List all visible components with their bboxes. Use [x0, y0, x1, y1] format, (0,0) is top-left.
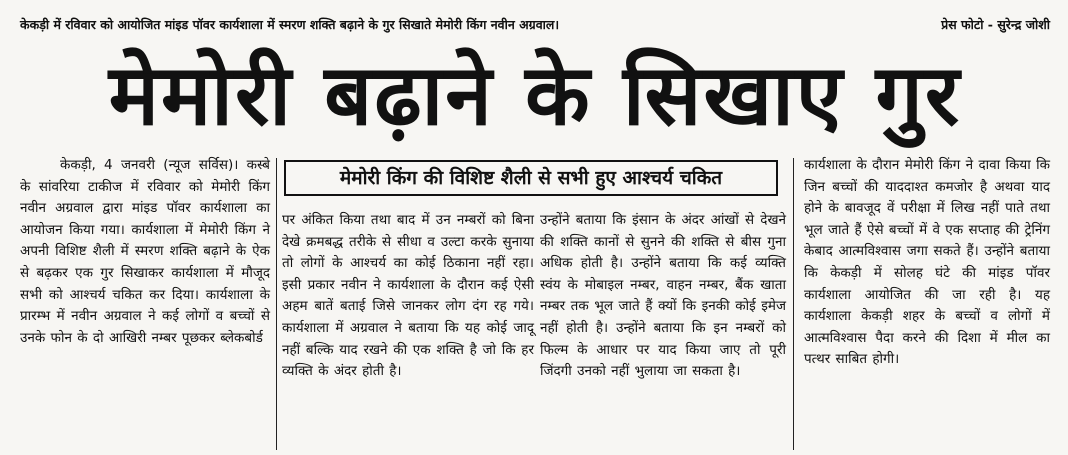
article-column-4	[804, 155, 1050, 371]
column-2-text: पर अंकित किया तथा बाद में उन नम्बरों को बिना देखे क्रमबद्ध तरीके से सीधा व उल्टा करके सुनाया तो लोगों के आश्चर्य का कोई ठिकाना नहीं रहा। इसी प्रकार नवीन ने कार्यशाला के दौरान कई ऐसी अहम बातें बताई जिसे जानकर लोग दंग रह गये। कार्यशाला में अग्रवाल ने बताया कि यह कोई जादू नहीं बल्कि याद रखने की एक शक्ति है जो कि हर व्यक्ति के अंदर होती है।	[282, 212, 534, 380]
column-4-text: कार्यशाला के दौरान मेमोरी किंग ने दावा किया कि जिन बच्चों की याददाश्त कमजोर है अथवा याद होने के बावजूद वें परीक्षा में लिख नहीं पाते तथा भूल जाते हैं ऐसे बच्चों में वे एक सप्ताह की ट्रेनिंग केबाद आत्मविश्वास जगा सकते हैं। उन्होंने बताया कि केकड़ी में सोलह घंटे की मांइड पॉवर कार्यशाला आयोजित की जा रही है। यह कार्यशाला केकड़ी शहर के बच्चों व लोगों में आत्मविश्वास पैदा करने की दिशा में मील का पत्थर साबित होगी।	[804, 157, 1050, 368]
article-column-1	[20, 155, 270, 349]
headline: मेमोरी बढ़ाने के सिखाए गुर	[108, 46, 962, 144]
column-divider	[793, 158, 794, 450]
subheadline-box	[284, 160, 778, 196]
column-divider	[276, 158, 277, 450]
subheadline: मेमोरी किंग की विशिष्ट शैली से सभी हुए आश्चर्य चकित	[339, 167, 723, 189]
photo-caption: केकड़ी में रविवार को आयोजित मांइड पॉवर कार्यशाला में स्मरण शक्ति बढ़ाने के गुर सिखाते मेमोरी किंग नवीन अग्रवाल।	[20, 17, 560, 32]
column-3-text: उन्होंने बताया कि इंसान के अंदर आंखों से देखने की शक्ति कानों से सुनने की शक्ति से बीस गुना अधिक होती है। उन्होंने बताया कि कई व्यक्ति स्वंय के मोबाइल नम्बर, वाहन नम्बर, बैंक खाता नम्बर तक भूल जाते हैं क्यों कि इनकी कोई इमेज नहीं होती है। उन्होंने बताया कि इन नम्बरों को फिल्म के आधार पर याद किया जाए तो पूरी जिंदगी उनको नहीं भुलाया जा सकता है।	[540, 212, 786, 380]
photo-credit: प्रेस फोटो - सुरेन्द्र जोशी	[941, 17, 1050, 32]
photo-caption-row	[20, 14, 1050, 36]
column-1-text: केकड़ी, 4 जनवरी (न्यूज सर्विस)। कस्बे के सांवरिया टाकीज में रविवार को मेमोरी किंग नवीन अग्रवाल द्वारा मांइड पॉवर कार्यशाला का आयोजन किया गया। कार्यशाला में मेमोरी किंग ने अपनी विशिष्ट शैली में स्मरण शक्ति बढ़ाने के ऐक से बढ़कर एक गुर सिखाकर कार्यशाला में मौजूद सभी को आश्चर्य चकित कर दिया। कार्यशाला के प्रारम्भ में नवीन अग्रवाल ने कई लोगों व बच्चों से उनके फोन के दो आखिरी नम्बर पूछकर ब्लेकबोर्ड	[20, 157, 270, 346]
article-column-2	[282, 210, 534, 383]
article-column-3	[540, 210, 786, 383]
